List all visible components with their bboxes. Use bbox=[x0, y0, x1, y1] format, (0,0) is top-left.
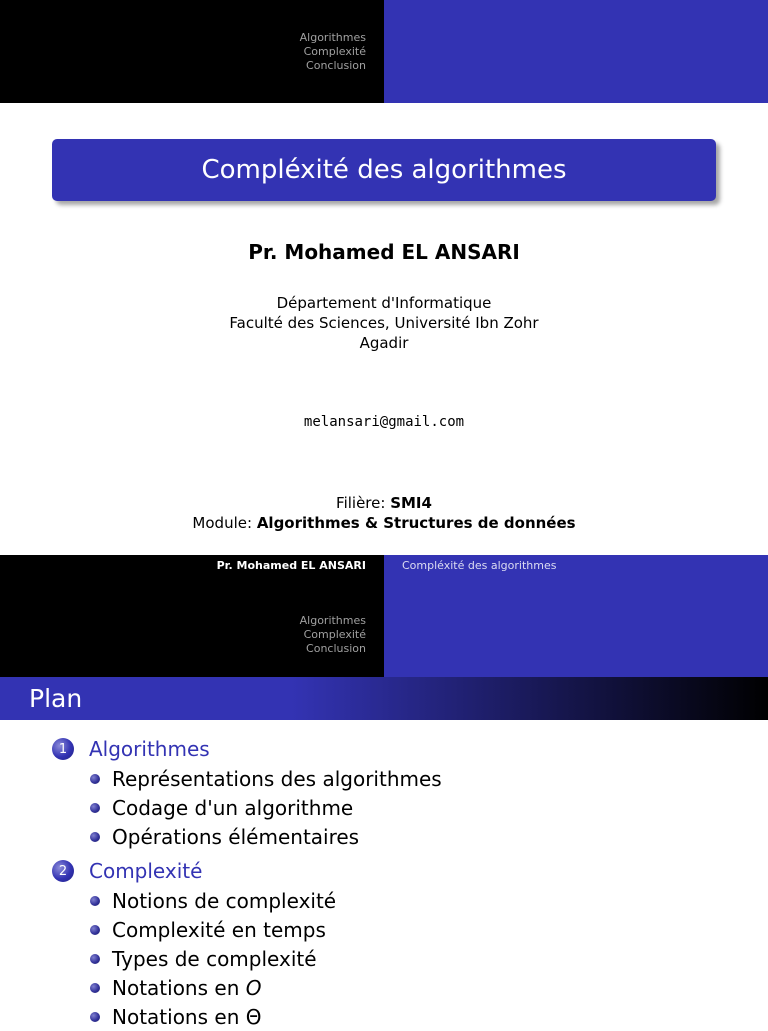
filiere-value: SMI4 bbox=[390, 494, 432, 512]
nav-item-complexite[interactable]: Complexité bbox=[303, 627, 366, 641]
module-value: Algorithmes & Structures de données bbox=[256, 514, 576, 532]
header-accent-panel-2 bbox=[384, 592, 768, 677]
toc-subsection-label[interactable]: Notations en Θ bbox=[112, 1004, 262, 1029]
toc-section-complexite[interactable] bbox=[52, 856, 752, 886]
section-nav-2 bbox=[0, 592, 384, 677]
footer-title-text: Compléxité des algorithmes bbox=[402, 559, 557, 572]
frame-title bbox=[0, 677, 768, 720]
toc-subsection-label[interactable]: Codage d'un algorithme bbox=[112, 795, 354, 820]
slide-title-text: Compléxité des algorithmes bbox=[201, 155, 567, 185]
toc-subsection[interactable] bbox=[52, 822, 752, 851]
table-of-contents bbox=[52, 734, 752, 1031]
nav-item-algorithmes[interactable]: Algorithmes bbox=[299, 613, 366, 627]
toc-subsection-label[interactable]: Complexité en temps bbox=[112, 917, 326, 942]
nav-item-conclusion[interactable]: Conclusion bbox=[306, 58, 366, 72]
filiere-line bbox=[0, 493, 768, 513]
toc-section-algorithmes[interactable] bbox=[52, 734, 752, 764]
toc-subsection[interactable] bbox=[52, 944, 752, 973]
bullet-icon bbox=[90, 983, 100, 993]
toc-subsection-label[interactable]: Types de complexité bbox=[112, 946, 317, 971]
toc-subsection-label[interactable]: Opérations élémentaires bbox=[112, 824, 360, 849]
slide-footer bbox=[0, 555, 768, 592]
module-label: Module: bbox=[192, 514, 253, 532]
course-info bbox=[0, 493, 768, 533]
section-number-badge: 1 bbox=[52, 738, 74, 760]
toc-subsection[interactable] bbox=[52, 973, 752, 1002]
nav-item-complexite[interactable]: Complexité bbox=[303, 44, 366, 58]
institution-department: Département d'Informatique bbox=[276, 294, 492, 312]
toc-subsection[interactable] bbox=[52, 764, 752, 793]
bullet-icon bbox=[90, 803, 100, 813]
toc-subsection[interactable] bbox=[52, 915, 752, 944]
toc-section-title[interactable]: Algorithmes bbox=[89, 737, 210, 761]
bullet-icon bbox=[90, 832, 100, 842]
institution-city: Agadir bbox=[359, 334, 409, 352]
toc-subsection-label[interactable]: Notions de complexité bbox=[112, 888, 337, 913]
toc-subsection-label[interactable]: Représentations des algorithmes bbox=[112, 766, 442, 791]
bullet-icon bbox=[90, 896, 100, 906]
toc-subsection[interactable] bbox=[52, 886, 752, 915]
author-name: Pr. Mohamed EL ANSARI bbox=[248, 240, 520, 264]
toc-subsection[interactable] bbox=[52, 1002, 752, 1031]
footer-author bbox=[0, 555, 384, 592]
footer-author-text: Pr. Mohamed EL ANSARI bbox=[216, 559, 366, 572]
institution bbox=[0, 293, 768, 353]
nav-item-algorithmes[interactable]: Algorithmes bbox=[299, 30, 366, 44]
author-email: melansari@gmail.com bbox=[303, 414, 465, 430]
institution-faculty: Faculté des Sciences, Université Ibn Zohr bbox=[229, 314, 539, 332]
bullet-icon bbox=[90, 954, 100, 964]
footer-title bbox=[384, 555, 768, 592]
toc-subsection[interactable] bbox=[52, 793, 752, 822]
nav-item-conclusion[interactable]: Conclusion bbox=[306, 641, 366, 655]
math-symbol: O bbox=[245, 975, 262, 1000]
section-nav bbox=[0, 0, 384, 103]
slide-header-2 bbox=[0, 592, 768, 677]
bullet-icon bbox=[90, 774, 100, 784]
module-line bbox=[0, 513, 768, 533]
bullet-icon bbox=[90, 925, 100, 935]
section-number-badge: 2 bbox=[52, 860, 74, 882]
frame-title-text: Plan bbox=[29, 684, 83, 713]
filiere-label: Filière: bbox=[336, 494, 386, 512]
slide-header bbox=[0, 0, 768, 103]
header-accent-panel bbox=[384, 0, 768, 103]
toc-section-title[interactable]: Complexité bbox=[89, 859, 203, 883]
toc-subsection-label[interactable]: Notations en O bbox=[112, 975, 262, 1000]
slide-title bbox=[52, 139, 716, 201]
bullet-icon bbox=[90, 1012, 100, 1022]
